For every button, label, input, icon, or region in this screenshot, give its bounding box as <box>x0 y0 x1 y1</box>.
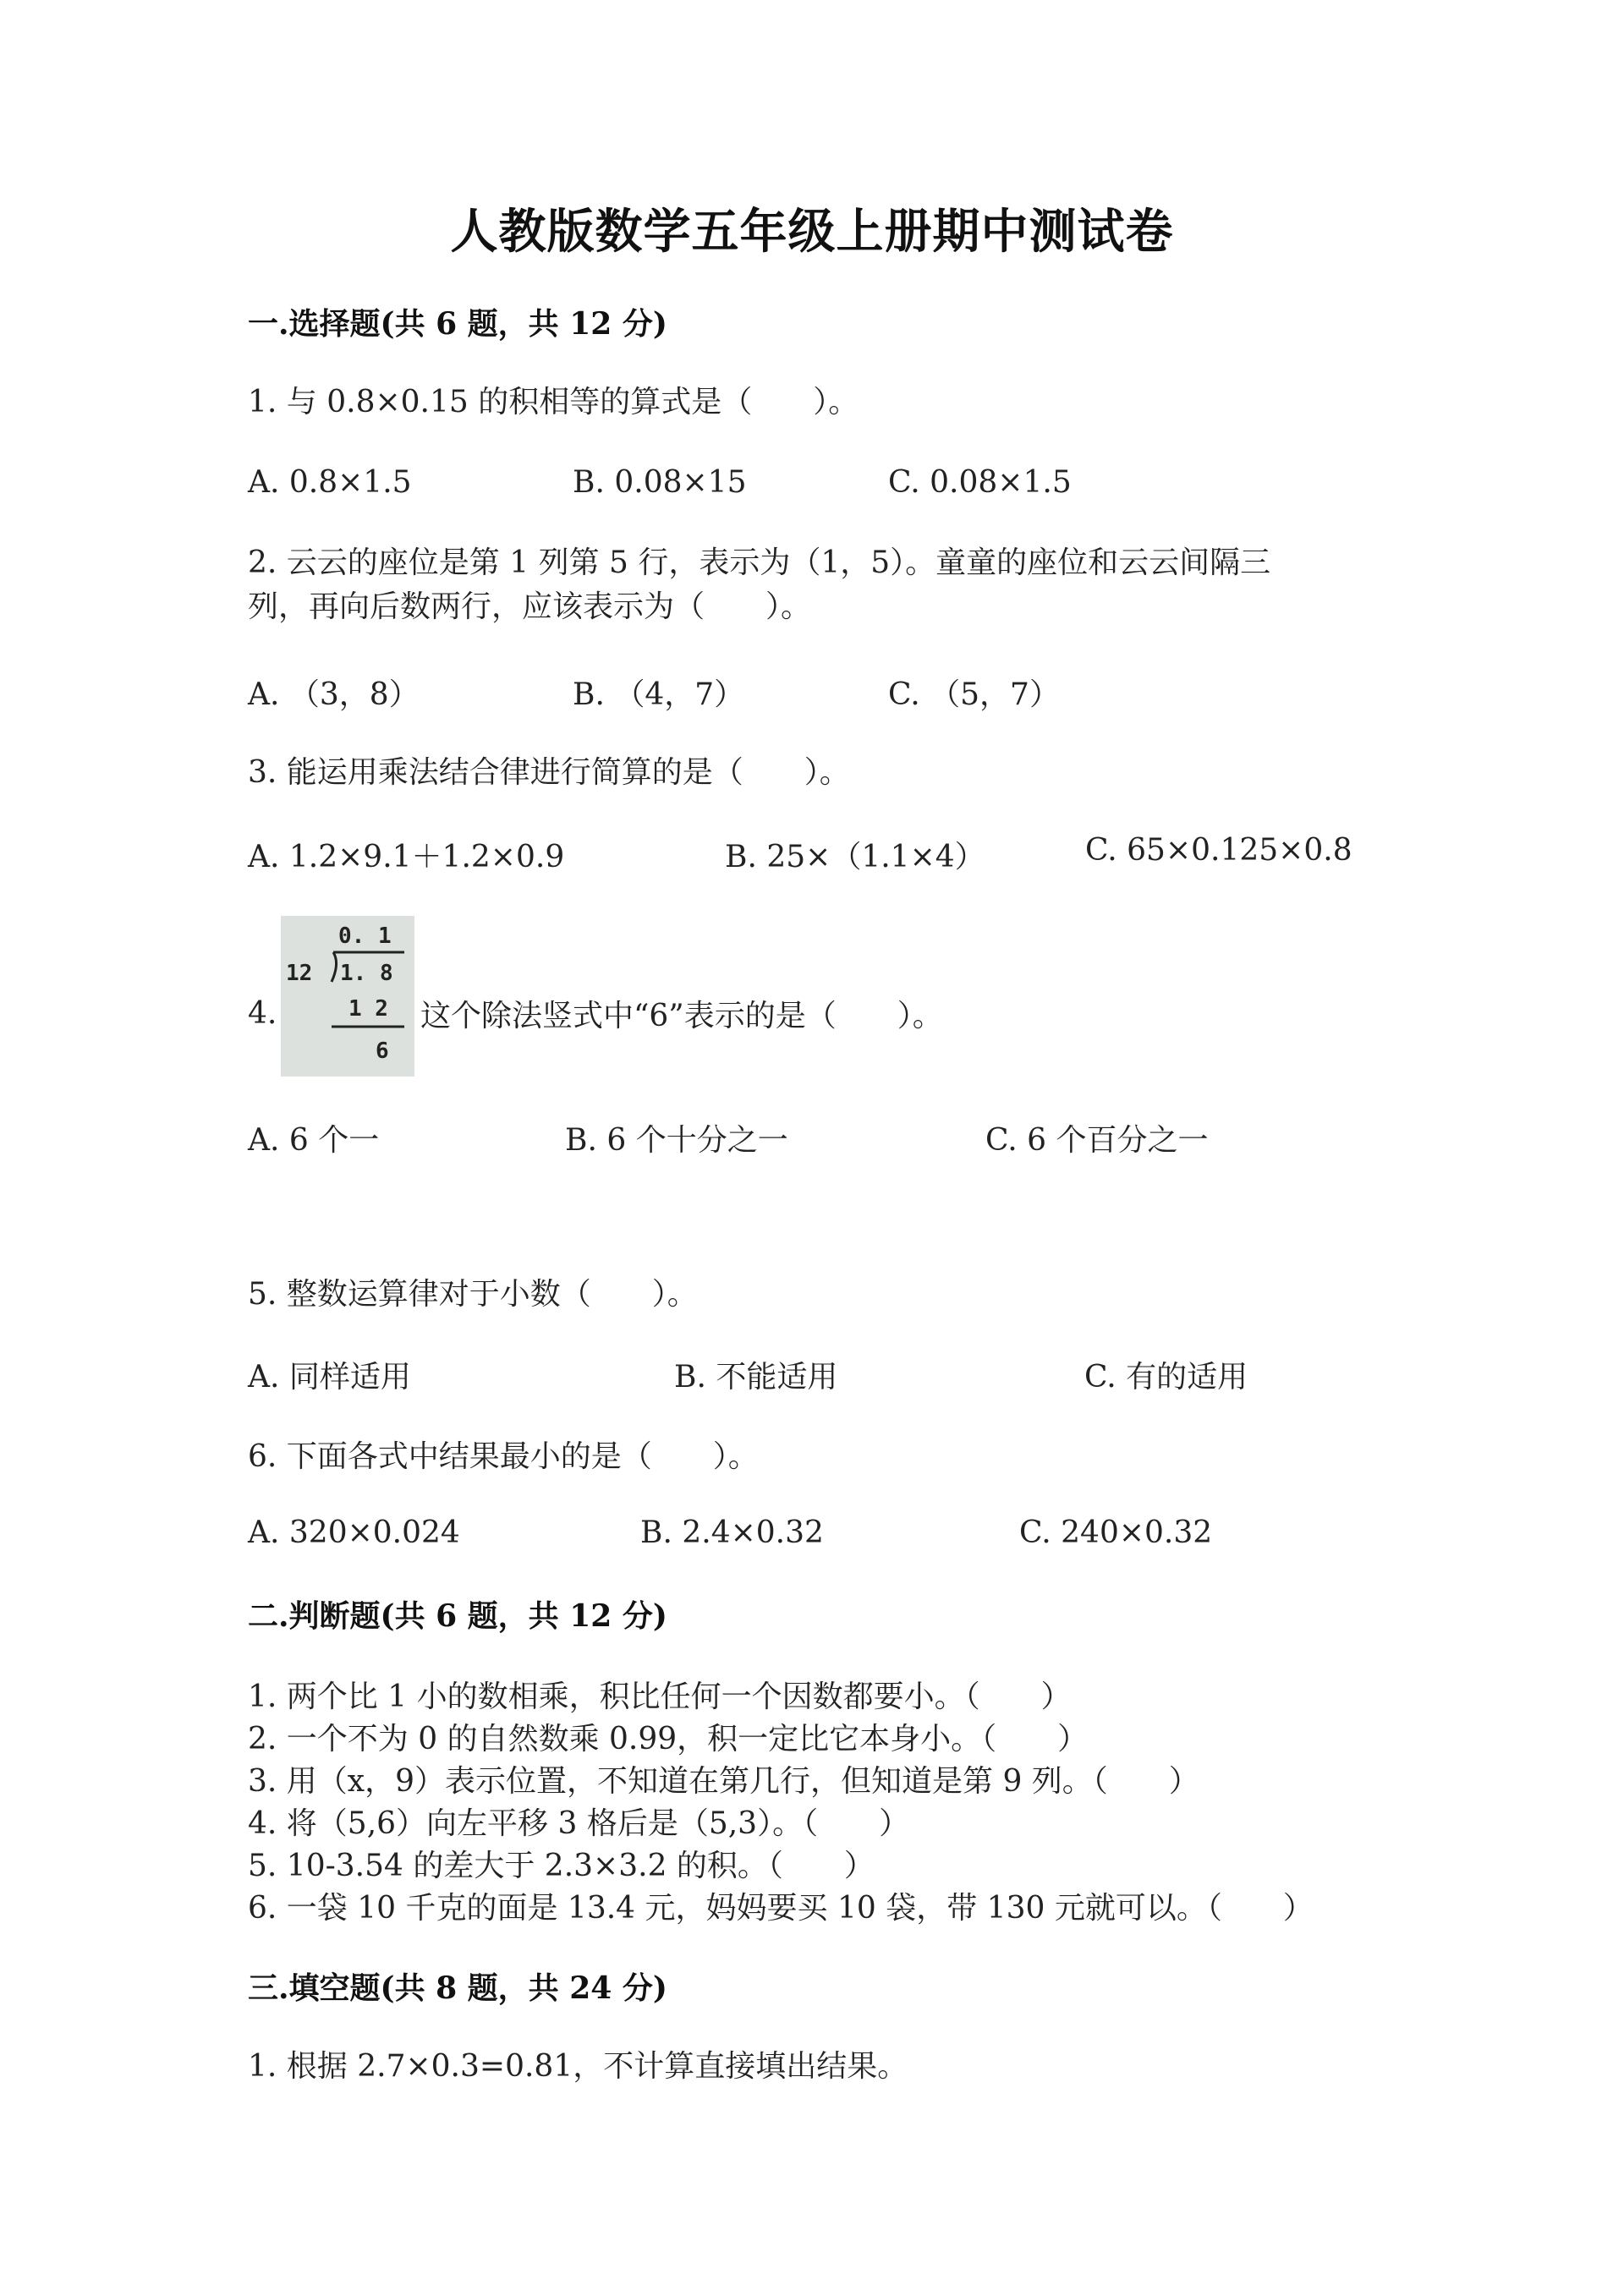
judge-item: 3. 用（x，9）表示位置，不知道在第几行，但知道是第 9 列。（ ） <box>248 1764 1199 1799</box>
question-stem: 6. 下面各式中结果最小的是（ ）。 <box>248 1439 759 1474</box>
judge-item: 6. 一袋 10 千克的面是 13.4 元，妈妈要买 10 袋，带 130 元就可以。（ ） <box>248 1891 1314 1926</box>
option-b: B. 2.4×0.32 <box>640 1515 824 1550</box>
page-title: 人教版数学五年级上册期中测试卷 <box>450 204 1174 260</box>
option-c: C. 0.08×1.5 <box>888 465 1072 500</box>
division-divisor: 12 <box>286 961 313 986</box>
question-stem: 1. 与 0.8×0.15 的积相等的算式是（ ）。 <box>248 385 859 419</box>
question-stem: 1. 根据 2.7×0.3=0.81，不计算直接填出结果。 <box>248 2049 908 2084</box>
option-b: B. 0.08×15 <box>573 465 747 500</box>
option-c: C. 有的适用 <box>1084 1360 1248 1395</box>
option-c: C. 6 个百分之一 <box>985 1123 1209 1158</box>
judge-item: 2. 一个不为 0 的自然数乘 0.99，积一定比它本身小。（ ） <box>248 1722 1089 1756</box>
section-heading-choice: 一.选择题(共 6 题，共 12 分) <box>248 306 667 342</box>
judge-item: 1. 两个比 1 小的数相乘，积比任何一个因数都要小。（ ） <box>248 1680 1072 1714</box>
option-b: B. 不能适用 <box>674 1360 838 1395</box>
question-stem-line1: 2. 云云的座位是第 1 列第 5 行，表示为（1，5）。童童的座位和云云间隔三 <box>248 545 1271 580</box>
option-a: A. 0.8×1.5 <box>248 465 412 500</box>
question-number: 4. <box>248 996 277 1031</box>
division-remainder: 6 <box>376 1038 389 1064</box>
option-a: A. 6 个一 <box>248 1123 380 1158</box>
option-b: B. （4，7） <box>573 677 745 712</box>
option-a: A. 1.2×9.1＋1.2×0.9 <box>248 840 565 874</box>
question-stem: 3. 能运用乘法结合律进行简算的是（ ）。 <box>248 755 850 790</box>
option-a: A. （3，8） <box>248 677 420 712</box>
option-b: B. 6 个十分之一 <box>565 1123 788 1158</box>
option-a: A. 同样适用 <box>248 1360 411 1395</box>
option-c: C. 65×0.125×0.8 <box>1085 833 1352 868</box>
question-stem: 5. 整数运算律对于小数（ ）。 <box>248 1277 698 1312</box>
option-b: B. 25×（1.1×4） <box>725 840 985 874</box>
judge-item: 4. 将（5,6）向左平移 3 格后是（5,3）。（ ） <box>248 1806 910 1841</box>
division-product: 1 2 <box>348 996 388 1022</box>
long-division-figure <box>281 916 414 1077</box>
division-quotient: 0. 1 <box>338 923 392 949</box>
section-heading-judge: 二.判断题(共 6 题，共 12 分) <box>248 1598 667 1634</box>
question-stem: 这个除法竖式中“6”表示的是（ ）。 <box>420 999 943 1033</box>
option-c: C. 240×0.32 <box>1019 1515 1213 1550</box>
question-stem-line2: 列，再向后数两行，应该表示为（ ）。 <box>248 589 812 624</box>
section-heading-fill: 三.填空题(共 8 题，共 24 分) <box>248 1970 667 2006</box>
option-c: C. （5，7） <box>888 677 1060 712</box>
option-a: A. 320×0.024 <box>248 1515 460 1550</box>
division-dividend: 1. 8 <box>340 961 393 986</box>
judge-item: 5. 10-3.54 的差大于 2.3×3.2 的积。（ ） <box>248 1849 875 1883</box>
